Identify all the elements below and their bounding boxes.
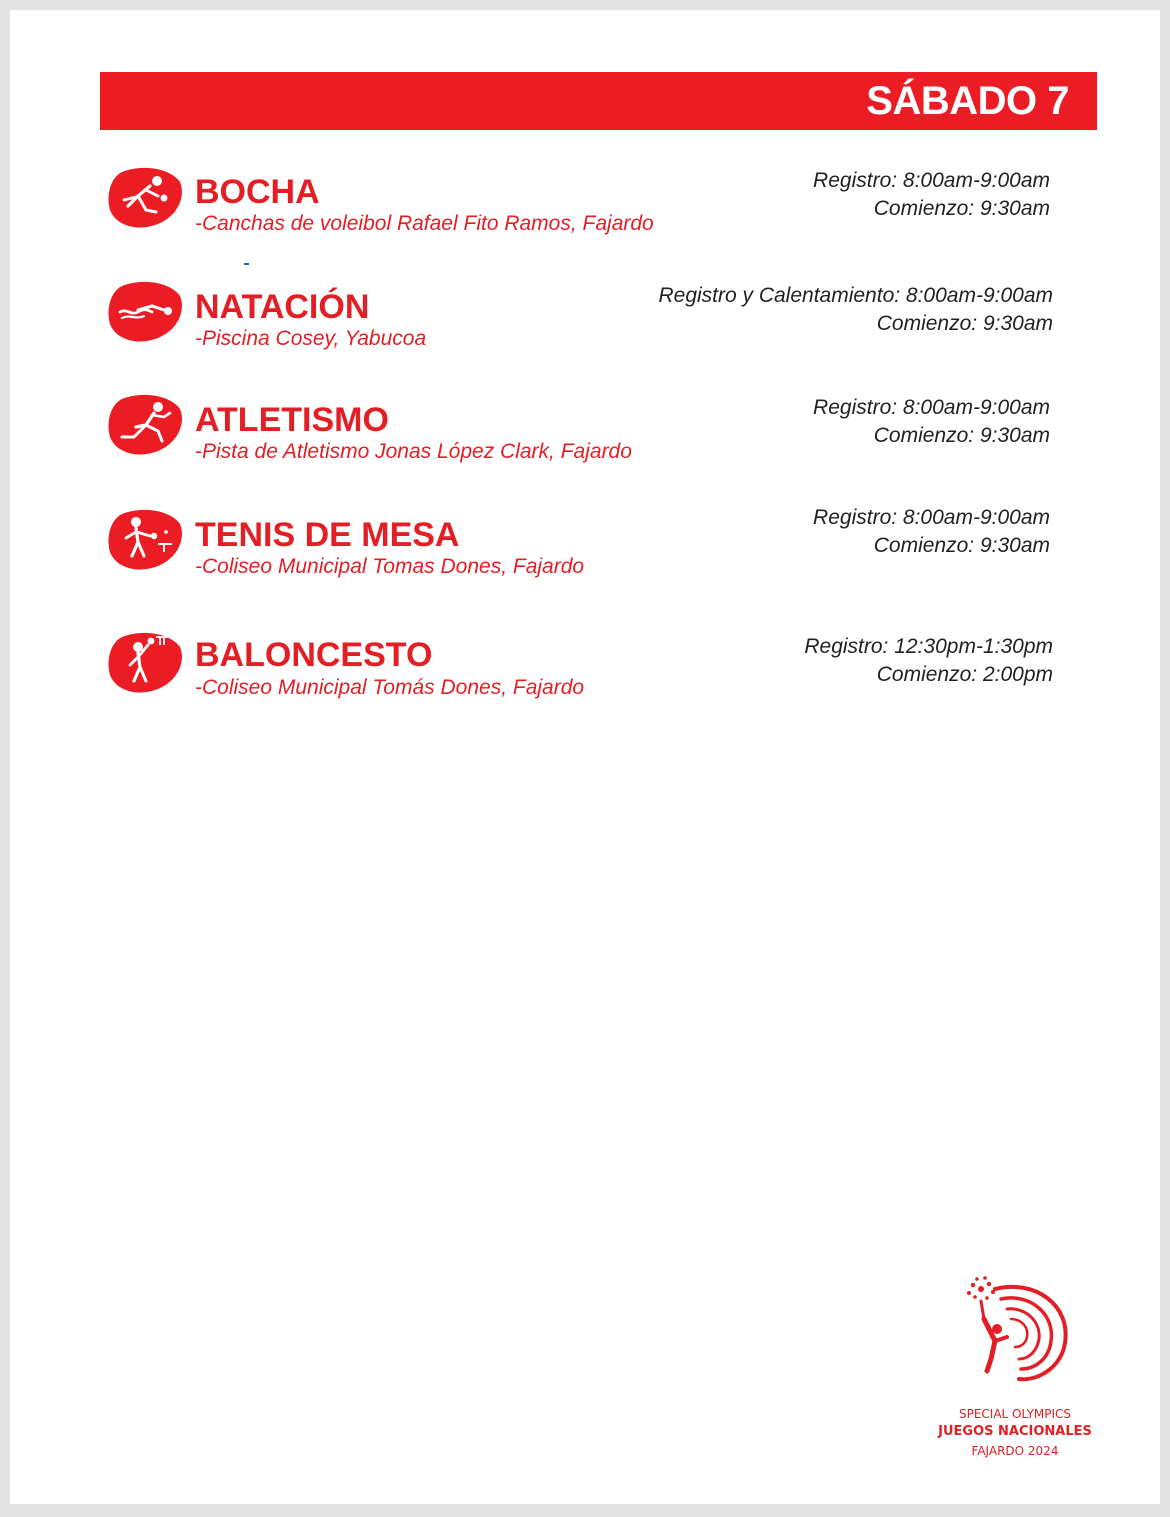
start-time: Comienzo: 9:30am (873, 534, 1050, 557)
registration-time: Registro y Calentamiento: 8:00am-9:00am (658, 284, 1053, 307)
event-baloncesto (10, 623, 1160, 713)
logo-line-2: JUEGOS NACIONALES (938, 1424, 1092, 1439)
event-name: NATACIÓN (195, 288, 370, 326)
event-natacion (10, 275, 1160, 365)
registration-time: Registro: 8:00am-9:00am (813, 169, 1050, 192)
event-name: BALONCESTO (195, 636, 433, 674)
start-time: Comienzo: 2:00pm (876, 663, 1053, 686)
day-banner (100, 72, 1097, 130)
registration-time: Registro: 8:00am-9:00am (813, 506, 1050, 529)
event-atletismo (10, 388, 1160, 478)
start-time: Comienzo: 9:30am (873, 197, 1050, 220)
event-name: BOCHA (195, 173, 320, 211)
start-time: Comienzo: 9:30am (873, 424, 1050, 447)
registration-time: Registro: 12:30pm-1:30pm (804, 635, 1053, 658)
athletics-icon (108, 393, 184, 457)
table-tennis-icon (108, 508, 184, 572)
day-title: SÁBADO 7 (866, 79, 1069, 123)
logo-line-3: FAJARDO 2024 (971, 1444, 1059, 1458)
special-olympics-logo (915, 1275, 1115, 1475)
event-name: ATLETISMO (195, 401, 389, 439)
event-venue: -Piscina Cosey, Yabucoa (195, 327, 427, 350)
bocce-icon (108, 166, 184, 230)
start-time: Comienzo: 9:30am (876, 312, 1053, 335)
registration-time: Registro: 8:00am-9:00am (813, 396, 1050, 419)
schedule-page (10, 10, 1160, 1504)
event-venue: -Coliseo Municipal Tomás Dones, Fajardo (195, 676, 585, 699)
logo-line-1: SPECIAL OLYMPICS (958, 1407, 1072, 1421)
swimming-icon (108, 280, 184, 344)
event-venue: -Pista de Atletismo Jonas López Clark, Fajardo (195, 440, 632, 463)
basketball-icon (108, 631, 184, 695)
event-venue: -Canchas de voleibol Rafael Fito Ramos, Fajardo (195, 212, 654, 235)
special-olympics-emblem-icon (955, 1275, 1077, 1393)
event-name: TENIS DE MESA (195, 516, 460, 554)
event-bocha (10, 160, 1160, 250)
event-venue: -Coliseo Municipal Tomas Dones, Fajardo (195, 555, 585, 578)
stray-mark (244, 263, 249, 265)
event-tenis-de-mesa (10, 503, 1160, 593)
